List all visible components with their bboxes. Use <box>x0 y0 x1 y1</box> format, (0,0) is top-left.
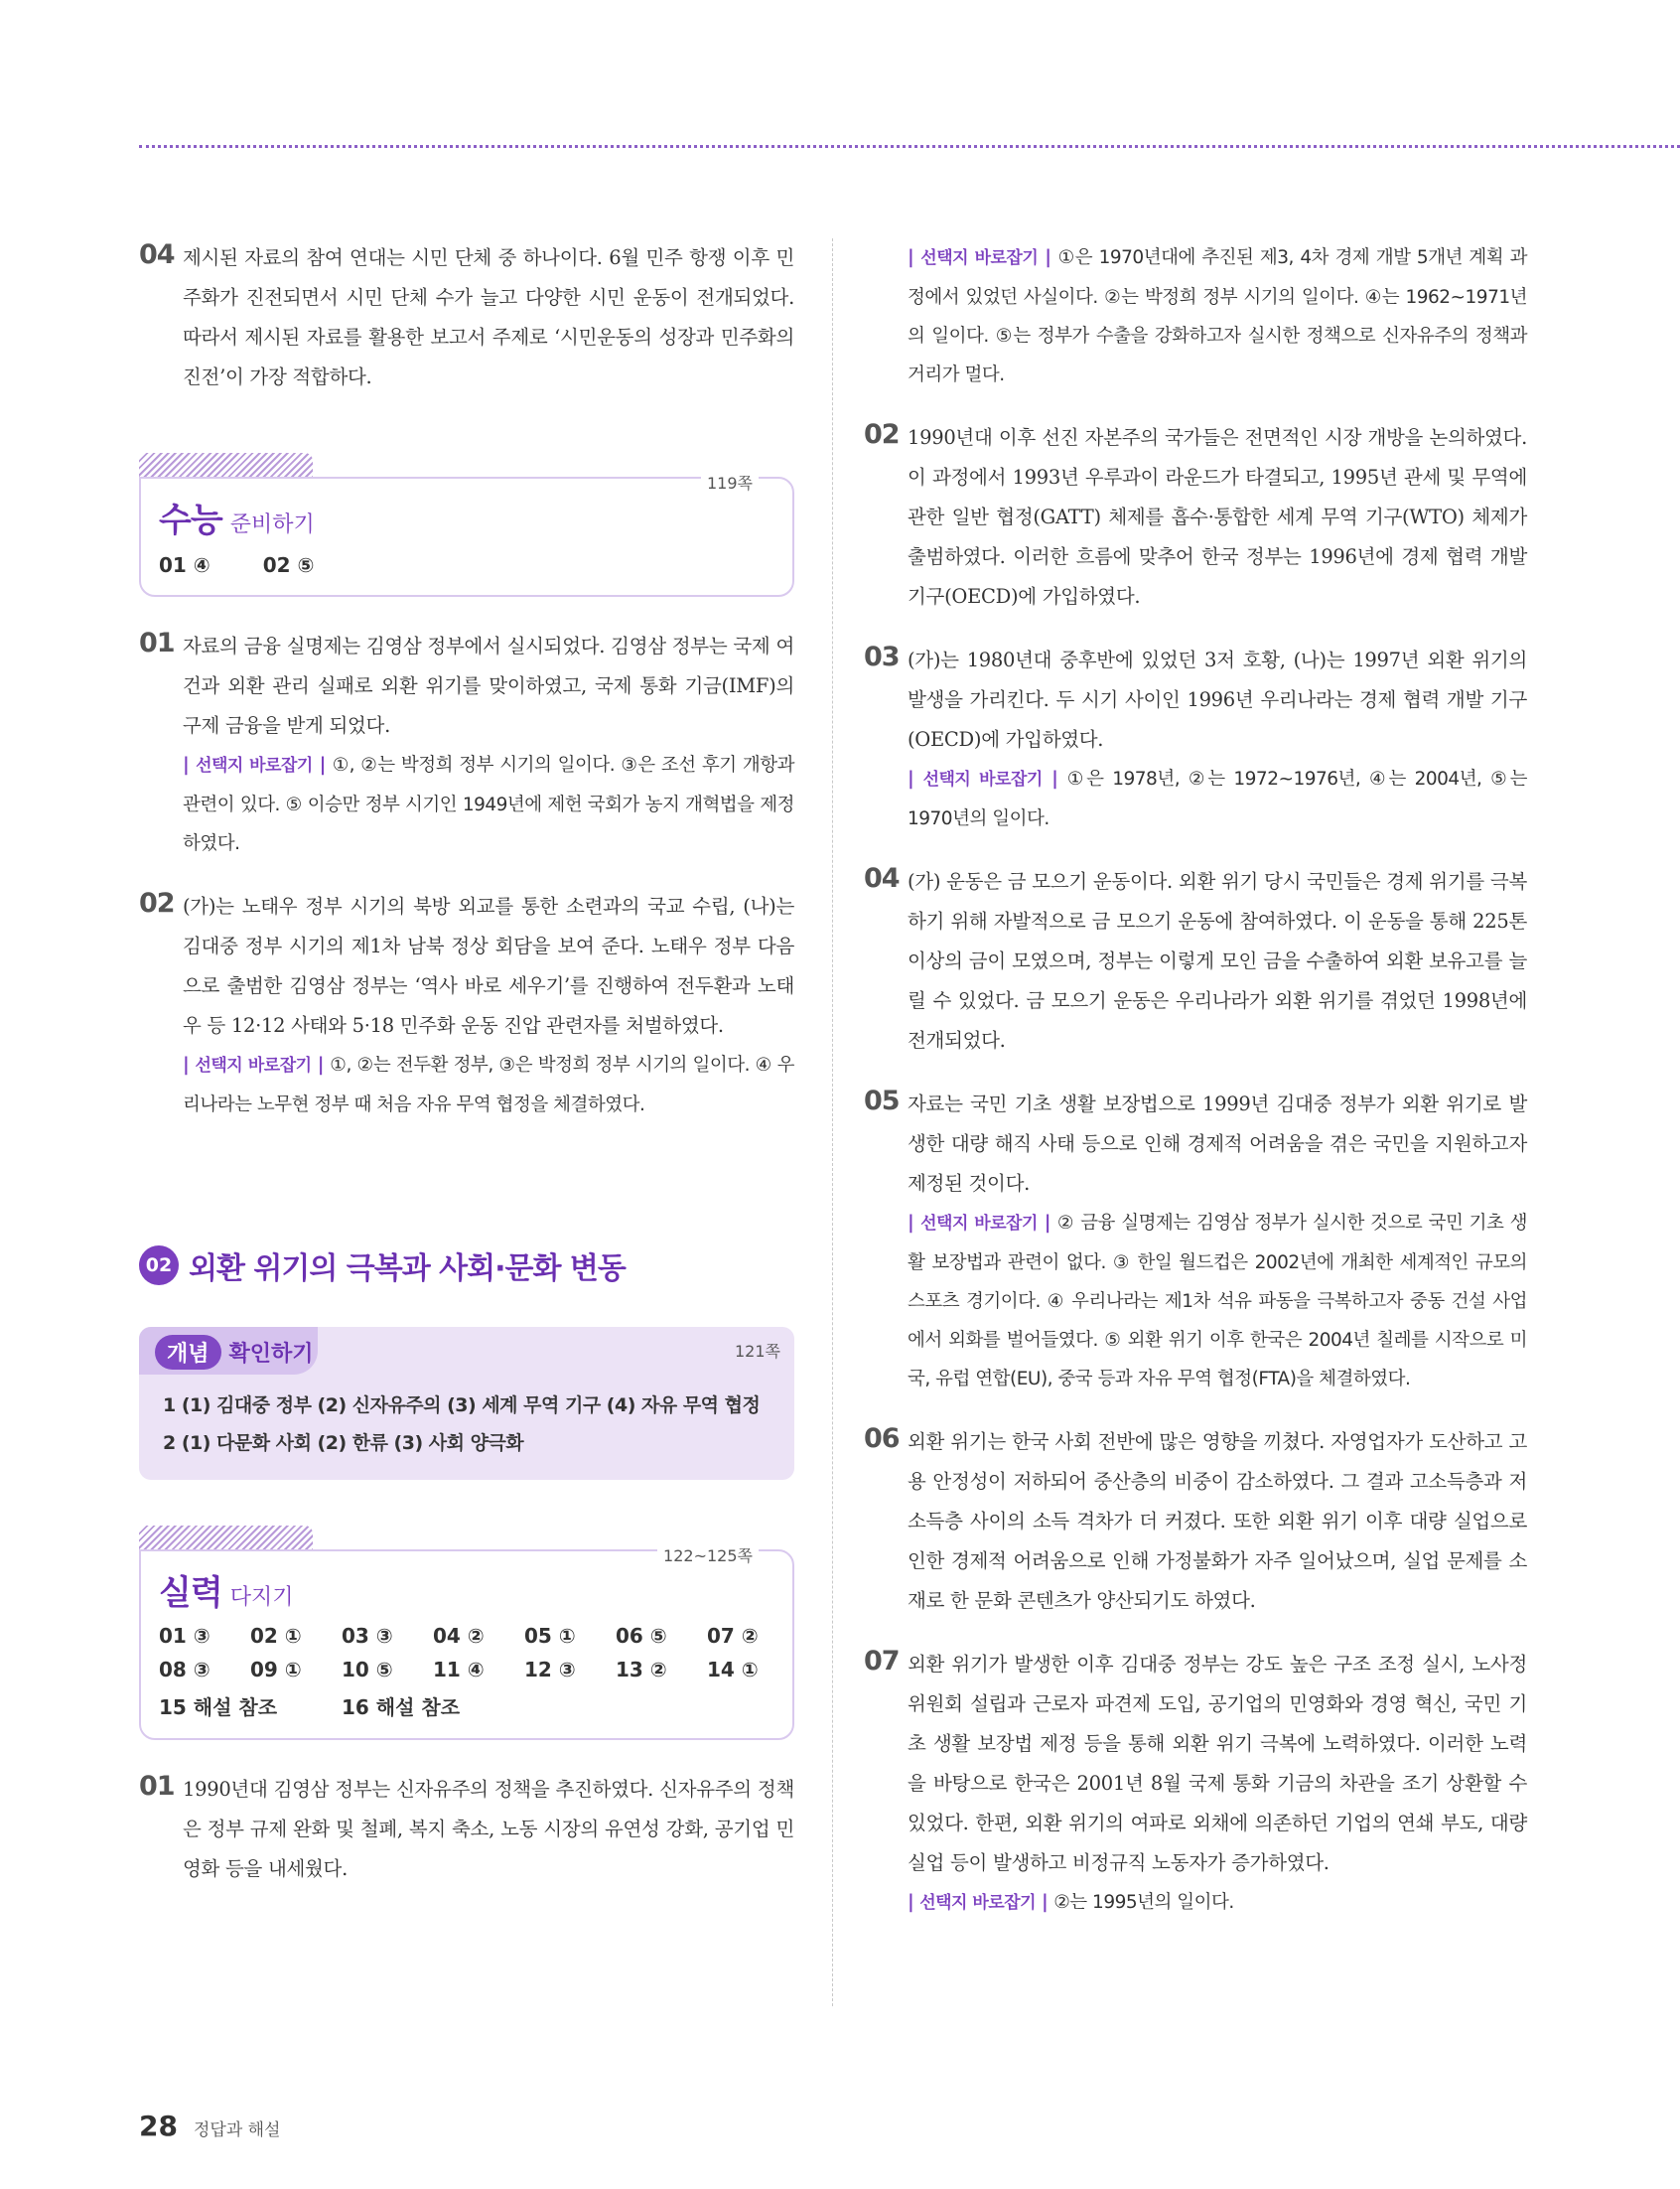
tip-label: 선택지 바로잡기 <box>920 248 1039 268</box>
item-number: 02 <box>864 419 900 450</box>
answer: 03 ③ <box>342 1624 393 1648</box>
tip-label: 선택지 바로잡기 <box>920 1214 1038 1234</box>
answer: 08 ③ <box>159 1658 210 1681</box>
item-number: 01 <box>139 628 175 658</box>
item-number: 03 <box>864 642 900 672</box>
item-text: 제시된 자료의 참여 연대는 시민 단체 중 하나이다. 6월 민주 항쟁 이후 민주화가 진전되면서 시민 단체 수가 늘고 다양한 시민 운동이 전개되었다. 따라서 제시된 자료를 활용한 보고서 주제로 ‘시민운동의 성장과 민주화의 진전’이 가장 적합하다. <box>183 246 794 388</box>
section-badge: 02 <box>139 1245 179 1285</box>
answer: 16 해설 참조 <box>342 1695 461 1719</box>
answer: 04 ② <box>433 1624 485 1648</box>
concept-answer-line: 1 (1) 김대중 정부 (2) 신자유주의 (3) 세계 무역 기구 (4) 자유 무역 협정 <box>163 1394 761 1416</box>
item-text: 자료의 금융 실명제는 김영삼 정부에서 실시되었다. 김영삼 정부는 국제 여건과 외환 관리 실패로 외환 위기를 맞이하였고, 국제 통화 기금(IMF)의 구제 금융을 받게 되었다. <box>183 635 794 737</box>
footer-label: 정답과 해설 <box>193 2120 281 2140</box>
tip-label: 선택지 바로잡기 <box>922 770 1043 790</box>
concept-subtitle: 확인하기 <box>228 1342 314 1367</box>
answer: 02 ① <box>250 1624 302 1648</box>
item-number: 01 <box>139 1771 175 1802</box>
tip-text: ②는 1995년의 일이다. <box>1053 1892 1234 1913</box>
concept-check-box <box>139 1327 794 1480</box>
concept-pill: 개념 <box>155 1335 221 1370</box>
item-text: 외환 위기는 한국 사회 전반에 많은 영향을 끼쳤다. 자영업자가 도산하고 고용 안정성이 저하되어 중산층의 비중이 감소하였다. 그 결과 고소득층과 저소득층 사이의 소득 격차가 더 커졌다. 또한 외환 위기 이후 대량 실업으로 인한 경제적 어려움으로 인해 가정불화가 자주 일어났으며, 실업 문제를 소재로 한 문화 콘텐츠가 양산되기도 하였다. <box>908 1430 1527 1612</box>
answer-item-01 <box>139 1770 794 1889</box>
section-title: 외환 위기의 극복과 사회·문화 변동 <box>189 1251 626 1286</box>
tip-text: ①은 1978년, ②는 1972~1976년, ④는 2004년, ⑤는 1970년의 일이다. <box>908 769 1528 829</box>
item-number: 02 <box>139 888 175 919</box>
top-dotted-rule <box>139 145 1680 148</box>
answer-item-07 <box>864 1645 1527 1923</box>
box-subtitle: 다지기 <box>229 1585 294 1610</box>
item-text: 1990년대 이후 선진 자본주의 국가들은 전면적인 시장 개방을 논의하였다. 이 과정에서 1993년 우루과이 라운드가 타결되고, 1995년 관세 및 무역에 관한 일반 협정(GATT) 체제를 흡수·통합한 세계 무역 기구(WTO) 체제가 출범하였다. 이러한 흐름에 맞추어 한국 정부는 1996년에 경제 협력 개발 기구(OECD)에 가입하였다. <box>908 426 1527 608</box>
tip-label: 선택지 바로잡기 <box>919 1893 1037 1913</box>
item-text: 1990년대 김영삼 정부는 신자유주의 정책을 추진하였다. 신자유주의 정책은 정부 규제 완화 및 철폐, 복지 축소, 노동 시장의 유연성 강화, 공기업 민영화 등을 내세웠다. <box>183 1778 794 1880</box>
answer-item-05 <box>864 1085 1527 1398</box>
answer: 05 ① <box>524 1624 576 1648</box>
item-text: 외환 위기가 발생한 이후 김대중 정부는 강도 높은 구조 조정 실시, 노사정 위원회 설립과 근로자 파견제 도입, 공기업의 민영화와 경영 혁신, 국민 기초 생활 보장법 제정 등을 통해 외환 위기 극복에 노력하였다. 이러한 노력을 바탕으로 한국은 2001년 8월 국제 통화 기금의 차관을 조기 상환할 수 있었다. 한편, 외환 위기의 여파로 외채에 의존하던 기업의 연쇄 부도, 대량 실업 등이 발생하고 비정규직 노동자가 증가하였다. <box>908 1653 1527 1874</box>
correction-tip: | 선택지 바로잡기 | ②는 1995년의 일이다. <box>908 1892 1234 1913</box>
item-number: 04 <box>864 863 900 894</box>
left-column <box>139 238 794 1913</box>
concept-answer-line: 2 (1) 다문화 사회 (2) 한류 (3) 사회 양극화 <box>163 1432 524 1454</box>
section-heading <box>139 1243 794 1287</box>
box-subtitle: 준비하기 <box>229 512 315 537</box>
tip-text: ①은 1970년대에 추진된 제3, 4차 경제 개발 5개년 계획 과정에서 있었던 사실이다. ②는 박정희 정부 시기의 일이다. ④는 1962~1971년의 일이다. ⑤는 정부가 수출을 강화하고자 실시한 정책으로 신자유주의 정책과 거리가 멀다. <box>908 247 1527 385</box>
answer: 07 ② <box>707 1624 759 1648</box>
correction-tip: | 선택지 바로잡기 | ①은 1978년, ②는 1972~1976년, ④는 2004년, ⑤는 1970년의 일이다. <box>908 769 1528 829</box>
page-reference: 121쪽 <box>735 1342 780 1361</box>
answer-list <box>141 545 792 595</box>
item-text: (가) 운동은 금 모으기 운동이다. 외환 위기 당시 국민들은 경제 위기를 극복하기 위해 자발적으로 금 모으기 운동에 참여하였다. 이 운동을 통해 225톤 이상의 금이 모였으며, 정부는 이렇게 모인 금을 수출하여 외환 보유고를 늘릴 수 있었다. 금 모으기 운동은 우리나라가 외환 위기를 겪었던 1998년에 전개되었다. <box>908 870 1527 1052</box>
tip-continuation <box>864 238 1527 394</box>
correction-tip: | 선택지 바로잡기 | ①, ②는 박정희 정부 시기의 일이다. ③은 조선 후기 개항과 관련이 있다. ⑤ 이승만 정부 시기인 1949년에 제헌 국회가 농지 개혁법을 제정하였다. <box>183 755 795 854</box>
item-number: 05 <box>864 1086 900 1116</box>
box-title: 수능 <box>159 501 222 540</box>
item-text: 자료는 국민 기초 생활 보장법으로 1999년 김대중 정부가 외환 위기로 발생한 대량 해직 사태 등으로 인해 경제적 어려움을 겪은 국민을 지원하고자 제정된 것이다. <box>908 1093 1527 1195</box>
box-tab-decoration <box>139 1526 313 1549</box>
box-title: 실력 <box>159 1573 222 1613</box>
tip-label: 선택지 바로잡기 <box>196 756 313 776</box>
answer: 09 ① <box>250 1658 302 1681</box>
answer: 15 해설 참조 <box>159 1695 278 1719</box>
item-text: (가)는 노태우 정부 시기의 북방 외교를 통한 소련과의 국교 수립, (나)는 김대중 정부 시기의 제1차 남북 정상 회담을 보여 준다. 노태우 정부 다음으로 출범한 김영삼 정부는 ‘역사 바로 세우기’를 진행하여 전두환과 노태우 등 12·12 사태와 5·18 민주화 운동 진압 관련자를 처벌하였다. <box>183 895 794 1037</box>
correction-tip: | 선택지 바로잡기 | ② 금융 실명제는 김영삼 정부가 실시한 것으로 국민 기초 생활 보장법과 관련이 없다. ③ 한일 월드컵은 2002년에 개최한 세계적인 규모의 스포츠 경기이다. ④ 우리나라는 제1차 석유 파동을 극복하고자 중동 건설 사업에서 외화를 벌어들였다. ⑤ 외환 위기 이후 한국은 2004년 칠레를 시작으로 미국, 유럽 연합(EU), 중국 등과 자유 무역 협정(FTA)을 체결하였다. <box>908 1213 1528 1389</box>
answer: 12 ③ <box>524 1658 576 1681</box>
answer-item-03 <box>864 641 1527 838</box>
tip-text: ② 금융 실명제는 김영삼 정부가 실시한 것으로 국민 기초 생활 보장법과 관련이 없다. ③ 한일 월드컵은 2002년에 개최한 세계적인 규모의 스포츠 경기이다. ④ 우리나라는 제1차 석유 파동을 극복하고자 중동 건설 사업에서 외화를 벌어들였다. ⑤ 외환 위기 이후 한국은 2004년 칠레를 시작으로 미국, 유럽 연합(EU), 중국 등과 자유 무역 협정(FTA)을 체결하였다. <box>908 1213 1528 1389</box>
answer: 11 ④ <box>433 1658 485 1681</box>
answer: 06 ⑤ <box>616 1624 667 1648</box>
answer-item-02 <box>864 418 1527 617</box>
correction-tip: | 선택지 바로잡기 | ①은 1970년대에 추진된 제3, 4차 경제 개발 5개년 계획 과정에서 있었던 사실이다. ②는 박정희 정부 시기의 일이다. ④는 1962~1971년의 일이다. ⑤는 정부가 수출을 강화하고자 실시한 정책으로 신자유주의 정책과 거리가 멀다. <box>908 247 1527 385</box>
tip-label: 선택지 바로잡기 <box>195 1056 312 1076</box>
answer-item-02 <box>139 887 794 1124</box>
answer-item-04 <box>139 238 794 397</box>
answer-item-01 <box>139 627 794 863</box>
silryeok-box <box>139 1546 794 1740</box>
answer: 01 ③ <box>159 1624 210 1648</box>
right-column <box>864 238 1527 1947</box>
item-number: 07 <box>864 1646 900 1677</box>
correction-tip: | 선택지 바로잡기 | ①, ②는 전두환 정부, ③은 박정희 정부 시기의 일이다. ④ 우리나라는 노무현 정부 때 처음 자유 무역 협정을 체결하였다. <box>183 1055 795 1115</box>
answer: 10 ⑤ <box>342 1658 393 1681</box>
answer: 14 ① <box>707 1658 759 1681</box>
answer-item-06 <box>864 1422 1527 1621</box>
suneung-box <box>139 474 794 597</box>
tip-text: ①, ②는 전두환 정부, ③은 박정희 정부 시기의 일이다. ④ 우리나라는 노무현 정부 때 처음 자유 무역 협정을 체결하였다. <box>183 1055 795 1115</box>
page-reference: 119쪽 <box>701 471 759 494</box>
page-number: 28 <box>139 2110 178 2142</box>
item-number: 06 <box>864 1423 900 1454</box>
answer: 01 ④ <box>159 553 210 577</box>
box-tab-decoration <box>139 453 313 477</box>
tip-text: ①, ②는 박정희 정부 시기의 일이다. ③은 조선 후기 개항과 관련이 있다. ⑤ 이승만 정부 시기인 1949년에 제헌 국회가 농지 개혁법을 제정하였다. <box>183 755 795 854</box>
page-reference: 122~125쪽 <box>657 1543 759 1566</box>
answer: 13 ② <box>616 1658 667 1681</box>
item-number: 04 <box>139 239 175 270</box>
item-text: (가)는 1980년대 중후반에 있었던 3저 호황, (나)는 1997년 외환 위기의 발생을 가리킨다. 두 시기 사이인 1996년 우리나라는 경제 협력 개발 기구(OECD)에 가입하였다. <box>908 649 1527 751</box>
answer: 02 ⑤ <box>262 553 315 577</box>
page-footer <box>139 2110 280 2142</box>
answer-grid <box>141 1618 792 1738</box>
column-divider <box>832 238 833 2006</box>
answer-item-04 <box>864 862 1527 1061</box>
